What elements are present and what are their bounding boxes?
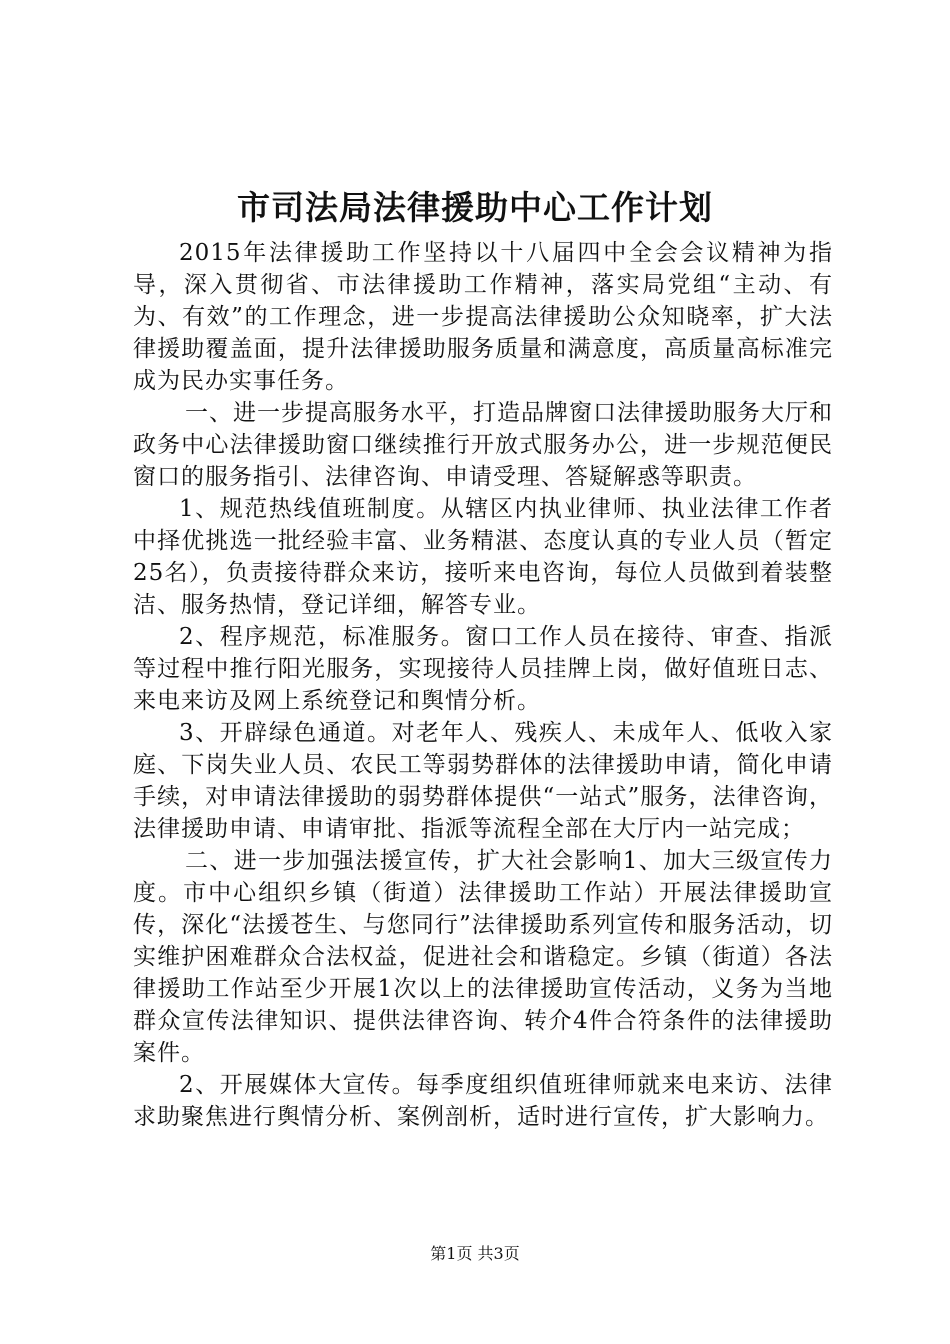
page-number-footer: 第1页 共3页 [430,1244,520,1263]
paragraph-intro: 2015年法律援助工作坚持以十八届四中全会会议精神为指导，深入贯彻省、市法律援助工作精神，落实局党组“主动、有为、有效”的工作理念，进一步提高法律援助公众知晓率，扩大法律援助覆盖面，提升法律援助服务质量和满意度，高质量高标准完成为民办实事任务。 [133,240,833,394]
paragraph-item-3: 3、开辟绿色通道。对老年人、残疾人、未成年人、低收入家庭、下岗失业人员、农民工等弱势群体的法律援助申请，简化申请手续，对申请法律援助的弱势群体提供“一站式”服务，法律咨询，法律援助申请、申请审批、指派等流程全部在大厅内一站完成； [133,720,833,842]
paragraph-item-2: 2、程序规范，标准服务。窗口工作人员在接待、审查、指派等过程中推行阳光服务，实现接待人员挂牌上岗，做好值班日志、来电来访及网上系统登记和舆情分析。 [133,624,833,714]
paragraph-item-1: 1、规范热线值班制度。从辖区内执业律师、执业法律工作者中择优挑选一批经验丰富、业务精湛、态度认真的专业人员（暂定25名），负责接待群众来访，接听来电咨询，每位人员做到着装整洁、服务热情，登记详细，解答专业。 [133,496,833,618]
paragraph-section-2: 二、进一步加强法援宣传，扩大社会影响1、加大三级宣传力度。市中心组织乡镇（街道）法律援助工作站）开展法律援助宣传，深化“法援苍生、与您同行”法律援助系列宣传和服务活动，切实维护困难群众合法权益，促进社会和谐稳定。乡镇（街道）各法律援助工作站至少开展1次以上的法律援助宣传活动，义务为当地群众宣传法律知识、提供法律咨询、转介4件合符条件的法律援助案件。 [133,848,833,1066]
document-title: 市司法局法律援助中心工作计划 [237,188,713,227]
paragraph-section-1: 一、进一步提高服务水平，打造品牌窗口法律援助服务大厅和政务中心法律援助窗口继续推行开放式服务办公，进一步规范便民窗口的服务指引、法律咨询、申请受理、答疑解惑等职责。 [133,400,833,490]
paragraph-item-media: 2、开展媒体大宣传。每季度组织值班律师就来电来访、法律求助聚焦进行舆情分析、案例剖析，适时进行宣传，扩大影响力。 [133,1072,833,1130]
document-body [133,237,833,1133]
